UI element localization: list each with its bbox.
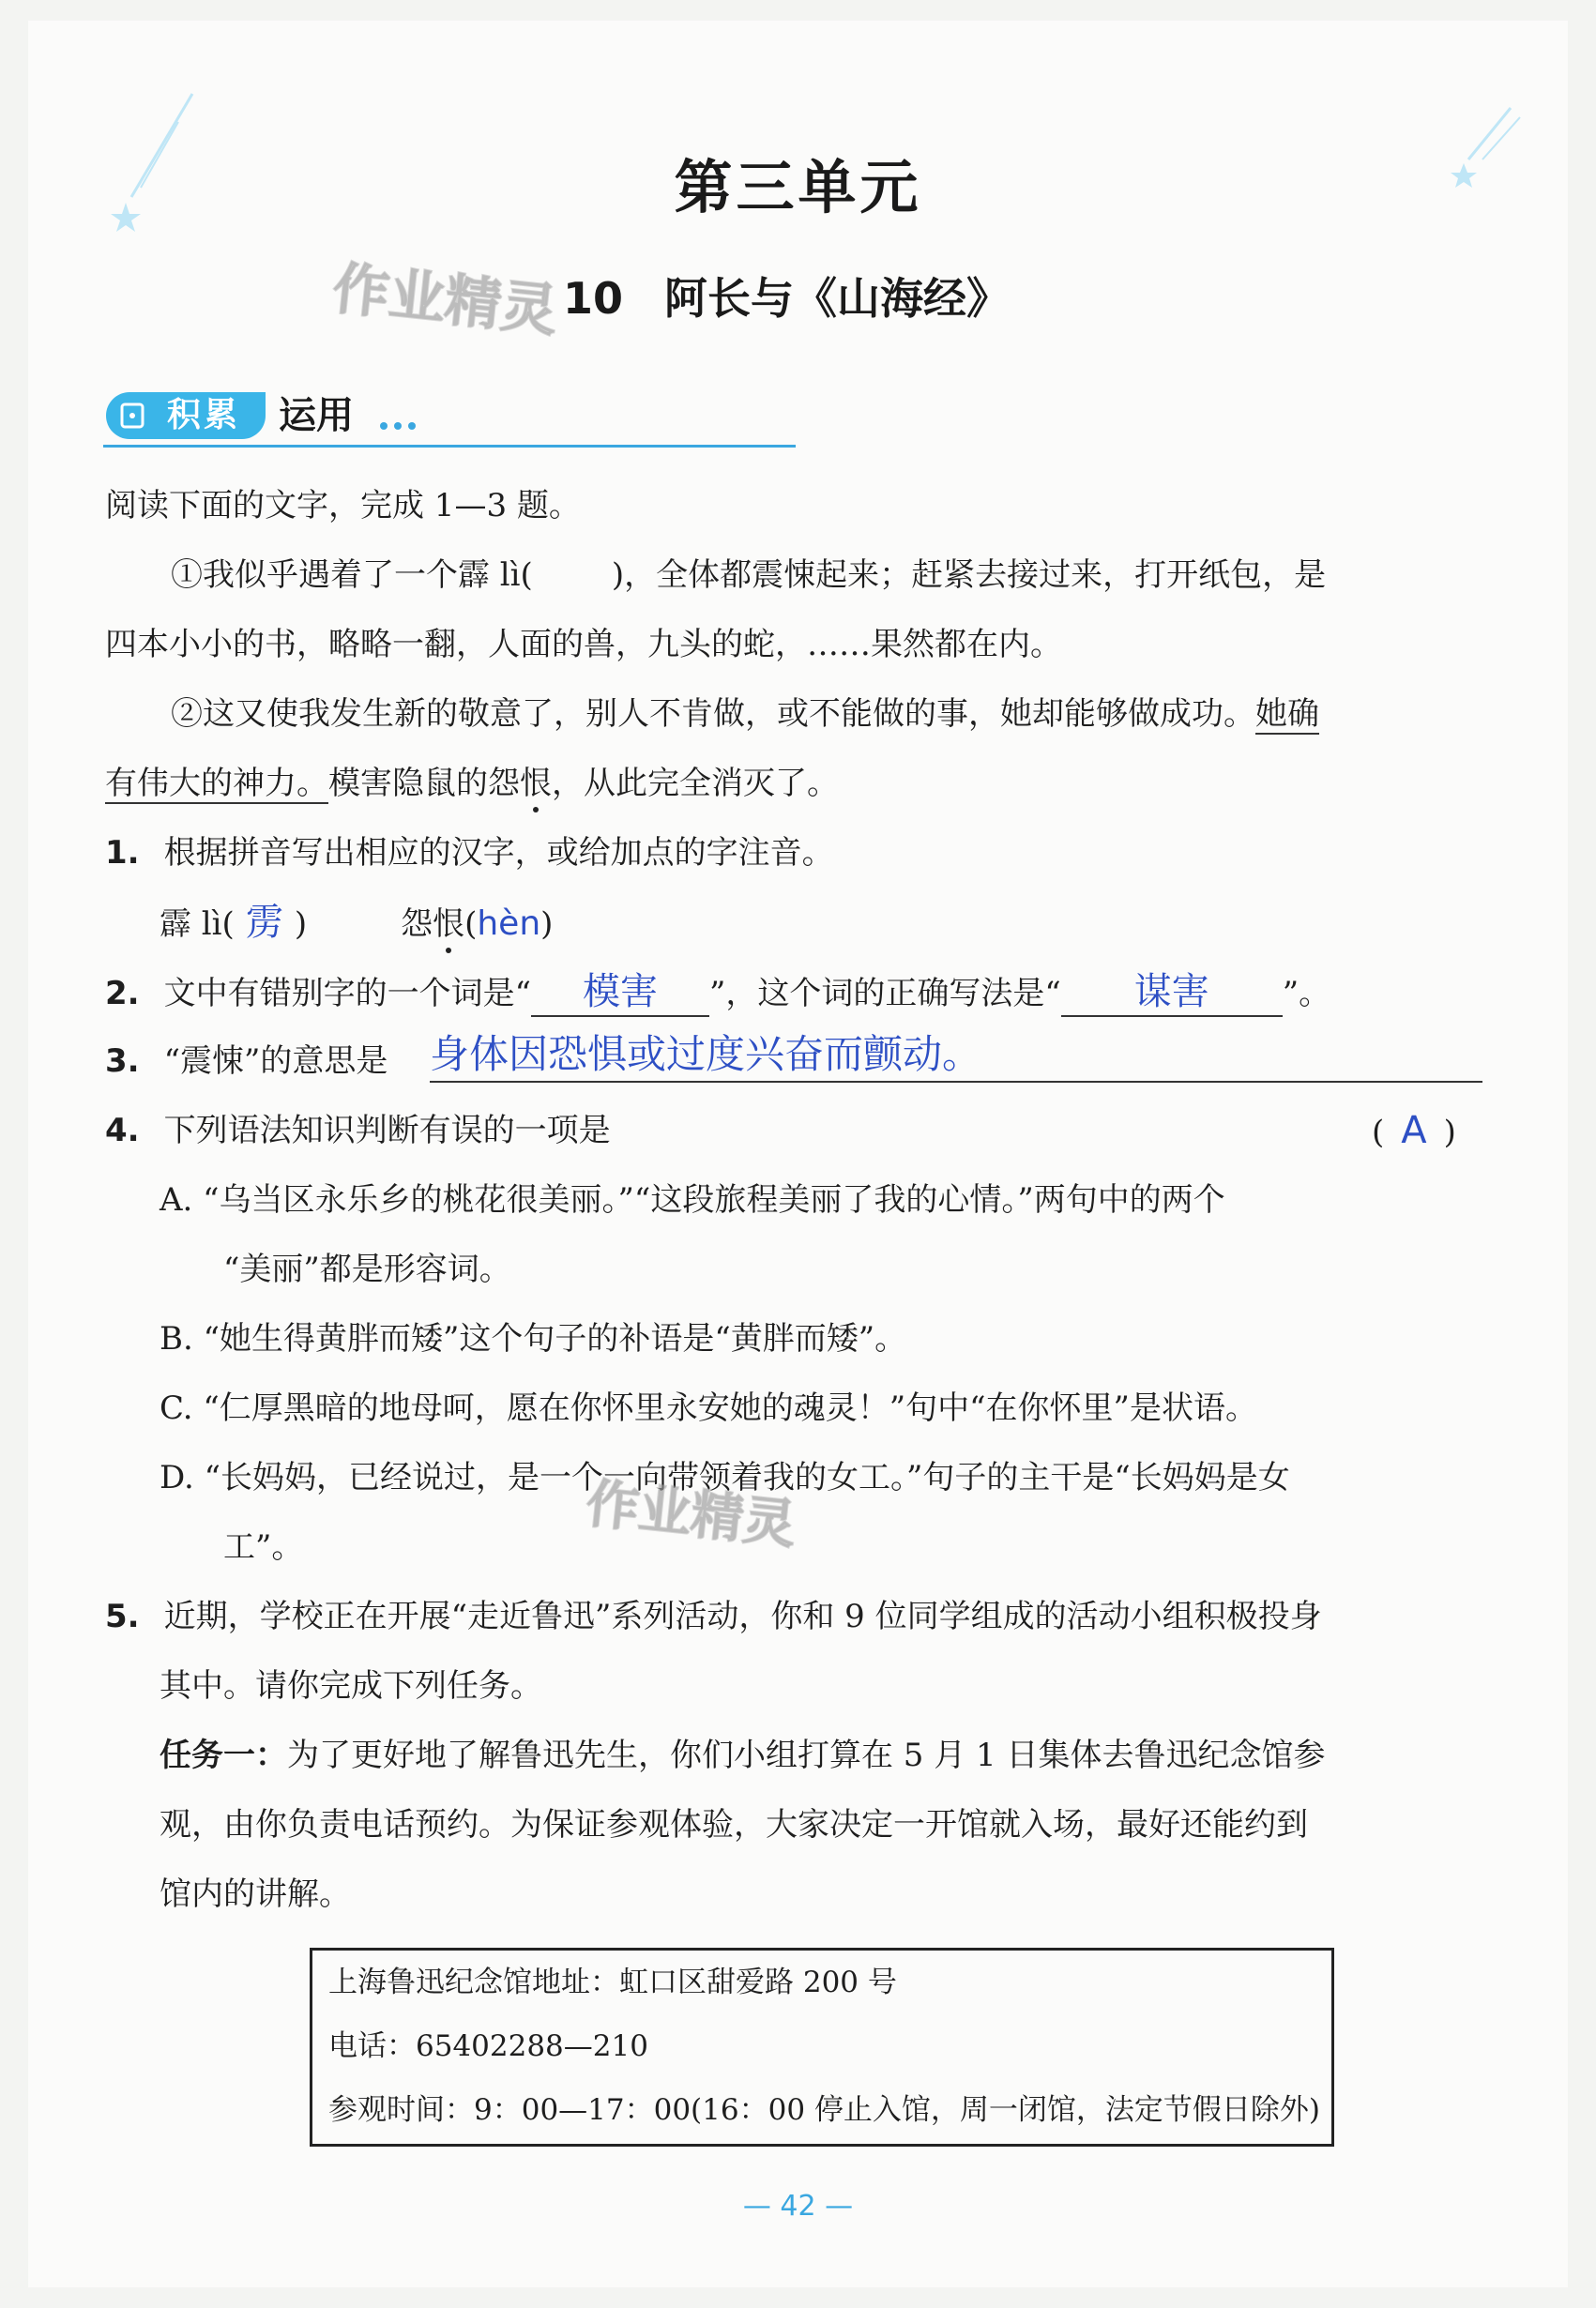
section-dots — [380, 416, 422, 433]
answer-text: 谋害 — [1133, 970, 1209, 1013]
question-3-answer-line — [430, 1032, 1482, 1083]
unit-title: 第三单元 — [674, 153, 922, 221]
task-label: 任务一： — [160, 1737, 287, 1774]
lesson-number: 10 — [563, 273, 624, 324]
lesson-title — [563, 265, 1010, 326]
watermark: 作业精灵 — [329, 255, 561, 345]
question-5: 5. 近期，学校正在开展“走近鲁迅”系列活动，你和 9 位同学组成的活动小组积极投身 — [105, 1598, 1322, 1635]
option-a-cont: “美丽”都是形容词。 — [223, 1251, 511, 1288]
passage-line: 有伟大的神力。模害隐鼠的怨恨，从此完全消灭了。 — [105, 762, 839, 805]
answer-text: hèn — [477, 904, 541, 943]
passage-line: ①我似乎遇着了一个霹 lì( )，全体都震悚起来；赶紧去接过来，打开纸包，是 — [171, 556, 1327, 594]
question-4: 4. 下列语法知识判断有误的一项是 — [105, 1112, 611, 1149]
option-d: D. “长妈妈，已经说过，是一个一向带领着我的女工。”句子的主干是“长妈妈是女 — [160, 1459, 1290, 1496]
option-b: B. “她生得黄胖而矮”这个句子的补语是“黄胖而矮”。 — [160, 1320, 907, 1358]
page-number: — 42 — — [742, 2190, 854, 2223]
note-icon — [120, 402, 146, 430]
question-1: 1. 根据拼音写出相应的汉字，或给加点的字注音。 — [105, 834, 834, 872]
museum-phone: 电话：65402288—210 — [328, 2029, 648, 2063]
passage-line: 四本小小的书，略略一翻，人面的兽，九头的蛇，……果然都在内。 — [105, 626, 1062, 663]
question-5-cont: 其中。请你完成下列任务。 — [160, 1667, 542, 1705]
watermark: 作业精灵 — [583, 1473, 799, 1556]
section-title: 运用 — [279, 394, 354, 437]
question-4-answer: ( A ) — [1372, 1109, 1456, 1152]
answer-text: A — [1401, 1109, 1427, 1152]
option-a: A. “乌当区永乐乡的桃花很美丽。”“这段旅程美丽了我的心情。”两句中的两个 — [160, 1181, 1225, 1219]
task-one-cont: 观，由你负责电话预约。为保证参观体验，大家决定一开馆就入场，最好还能约到 — [160, 1806, 1308, 1844]
answer-text: 雳 — [245, 901, 283, 944]
underlined-sentence: 她确 — [1255, 695, 1319, 733]
question-1-answers: 霹 lì( 雳 ) 怨恨(hèn) — [160, 901, 554, 944]
task-one-cont: 馆内的讲解。 — [160, 1875, 351, 1913]
answer-text: 模害 — [582, 970, 658, 1013]
lesson-name: 阿长与《山海经》 — [664, 273, 1011, 324]
museum-address: 上海鲁迅纪念馆地址：虹口区甜爱路 200 号 — [328, 1966, 897, 1999]
intro-text: 阅读下面的文字，完成 1—3 题。 — [105, 487, 581, 524]
section-badge-label: 积累 — [167, 396, 241, 434]
section-underline — [103, 445, 796, 448]
option-c: C. “仁厚黑暗的地母呵，愿在你怀里永安她的魂灵！”句中“在你怀里”是状语。 — [160, 1389, 1257, 1427]
task-one: 任务一：为了更好地了解鲁迅先生，你们小组打算在 5 月 1 日集体去鲁迅纪念馆参 — [160, 1737, 1326, 1774]
option-d-cont: 工”。 — [223, 1528, 304, 1566]
underlined-sentence: 有伟大的神力。 — [105, 765, 328, 802]
passage-line: ②这又使我发生新的敬意了，别人不肯做，或不能做的事，她却能够做成功。她确 — [171, 695, 1319, 733]
answer-text: 身体因恐惧或过度兴奋而颤动。 — [430, 1031, 982, 1077]
question-3: 3. “震悚”的意思是 — [105, 1042, 388, 1080]
question-2: 2. 文中有错别字的一个词是“ 模害 ”，这个词的正确写法是“ 谋害 ”。 — [105, 970, 1330, 1017]
museum-hours: 参观时间：9：00—17：00(16：00 停止入馆，周一闭馆，法定节假日除外) — [328, 2093, 1320, 2127]
